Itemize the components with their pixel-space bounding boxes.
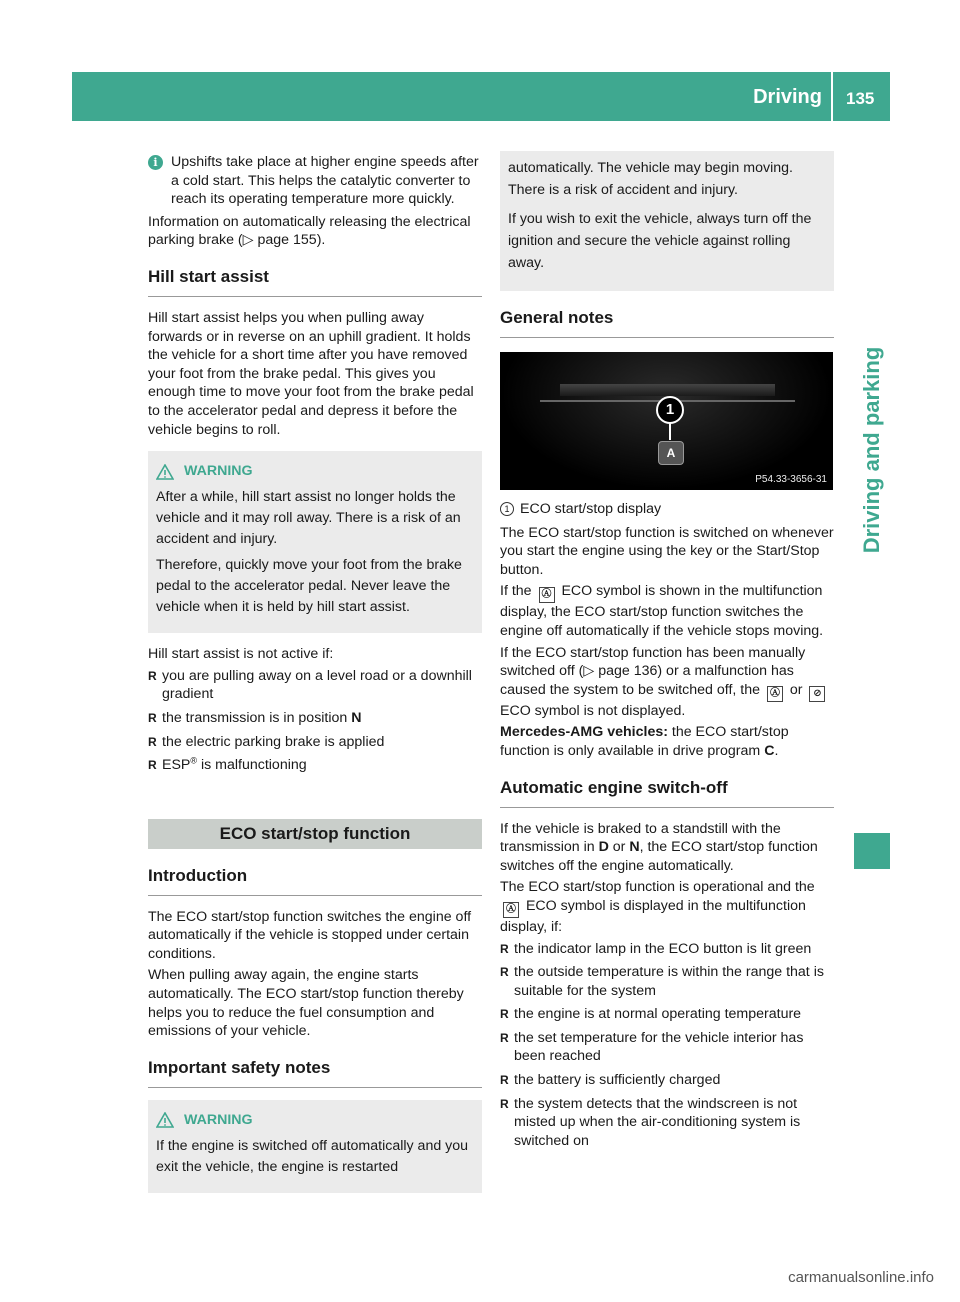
eco-start-stop-icon: Ⓐ	[539, 587, 555, 603]
continuation-p1: automatically. The vehicle may begin moving. There is a risk of accident and injury.	[508, 160, 793, 198]
general-p3-a: If the ECO start/stop function has been manually switched off (	[500, 644, 806, 680]
header-section-title: Driving	[753, 86, 822, 108]
list-item-text: is malfunctioning	[197, 757, 307, 774]
eco-start-stop-icon: Ⓐ	[503, 902, 519, 918]
warning-triangle-icon	[156, 1112, 174, 1128]
page-number: 135	[846, 89, 875, 108]
list-item: R the system detects that the windscreen is not misted up when the air-conditioning system is switched on	[500, 1095, 834, 1151]
warning-box-eco	[148, 1100, 482, 1193]
parking-brake-end: ).	[316, 232, 326, 249]
list-item: R you are pulling away on a level road or a downhill gradient	[148, 667, 482, 704]
registered-mark: ®	[190, 755, 198, 766]
auto-off-p1-or: or	[608, 839, 630, 856]
side-tab-marker	[854, 833, 890, 869]
heading-general-notes: General notes	[500, 307, 834, 338]
warning-title	[156, 461, 474, 482]
general-p4	[500, 723, 834, 760]
list-item: R the battery is sufficiently charged	[500, 1071, 834, 1090]
page-ref-arrow-icon: ▷	[242, 232, 254, 249]
general-p3	[500, 644, 834, 721]
general-p3-b: ) or a malfunction has caused the system to be switched off, the	[500, 663, 794, 698]
header-divider	[831, 72, 833, 121]
auto-off-p1-a: If the vehicle is braked to a standstill with the transmission in	[500, 820, 781, 856]
right-column	[500, 153, 834, 1155]
eco-start-stop-icon: A	[658, 441, 684, 465]
warning-title-text: WARNING	[184, 1111, 253, 1128]
eco-start-stop-icon: Ⓐ	[767, 686, 783, 702]
watermark: carmanualsonline.info	[788, 1269, 934, 1287]
continuation-p2: If you wish to exit the vehicle, always turn off the ignition and secure the vehicle against rolling away.	[508, 211, 812, 271]
side-tab-label: Driving and parking	[859, 346, 884, 554]
general-p2-a: If the	[500, 583, 536, 600]
conditions-list	[500, 940, 834, 1151]
intro-p2: When pulling away again, the engine starts automatically. The ECO start/stop function thereby helps you to reduce the fuel consumption and emissions of your vehicle.	[148, 967, 464, 1040]
list-item: R the outside temperature is within the range that is suitable for the system	[500, 963, 834, 1000]
hill-intro: Hill start assist helps you when pulling away forwards or in reverse on an uphill gradient. It holds the vehicle for a short time after you have removed your foot from the brake pedal. This gives you enough time to move your foot from the brake pedal to the accelerator pedal and depress it before the vehicle begins to roll.	[148, 309, 474, 438]
list-item-text: the transmission is in position	[162, 709, 352, 726]
not-active-list	[148, 667, 482, 775]
page-ref-arrow-icon: ▷	[583, 663, 595, 680]
left-column	[148, 153, 482, 1205]
page-ref-link[interactable]: page 136	[598, 663, 658, 680]
general-p4-text: the ECO start/stop function is only available in drive program	[500, 724, 789, 759]
legend-text: ECO start/stop display	[520, 501, 662, 517]
section-banner-eco: ECO start/stop function	[148, 819, 482, 849]
general-p3-or: or	[785, 681, 807, 698]
figure-code: P54.33-3656-31	[755, 474, 827, 485]
gear-position: N	[629, 839, 640, 856]
warning-triangle-icon	[156, 464, 174, 480]
general-p1: The ECO start/stop function is switched on whenever you start the engine using the key or the Start/Stop button.	[500, 524, 834, 578]
warning-title-text: WARNING	[184, 463, 253, 480]
auto-off-p1-b: , the ECO start/stop function switches off the engine automatically.	[500, 839, 818, 874]
warning-p1: If the engine is switched off automatically and you exit the vehicle, the engine is restarted	[156, 1137, 469, 1175]
general-p2	[500, 582, 834, 640]
general-p3-c: ECO symbol is not displayed.	[500, 702, 686, 719]
info-note-text: Upshifts take place at higher engine speeds after a cold start. This helps the catalytic converter to reach its operating temperature more quickly.	[171, 154, 479, 208]
intro-p1: The ECO start/stop function switches the engine off automatically if the vehicle is stopped under certain conditions.	[148, 908, 472, 962]
gear-position: D	[598, 839, 609, 856]
list-item: R the set temperature for the vehicle interior has been reached	[500, 1029, 834, 1066]
warning-box-continued	[500, 151, 834, 291]
list-item: R the indicator lamp in the ECO button is lit green	[500, 940, 834, 959]
heading-introduction: Introduction	[148, 865, 482, 896]
warning-box-hill	[148, 451, 482, 633]
gear-position: N	[351, 709, 362, 726]
warning-p1: After a while, hill start assist no longer holds the vehicle and it may roll away. There is a risk of an accident and injury.	[156, 489, 461, 548]
not-active-intro: Hill start assist is not active if:	[148, 646, 334, 663]
figure-display-bar	[560, 384, 775, 396]
auto-off-p2-b: ECO symbol is displayed in the multifunction display, if:	[500, 897, 806, 935]
info-icon: i	[148, 155, 163, 170]
side-tab	[854, 290, 890, 610]
list-item: R the engine is at normal operating temperature	[500, 1005, 834, 1024]
amg-label: Mercedes-AMG vehicles:	[500, 724, 668, 741]
figure-callout-line	[669, 422, 671, 440]
parking-brake-text: Information on automatically releasing the electrical parking brake (	[148, 213, 471, 249]
auto-off-p1	[500, 820, 834, 876]
warning-title	[156, 1110, 474, 1131]
list-item	[148, 756, 482, 775]
heading-hill-start-assist: Hill start assist	[148, 266, 482, 297]
auto-off-p2-a: The ECO start/stop function is operational and the	[500, 879, 815, 896]
heading-automatic-switch-off: Automatic engine switch-off	[500, 777, 834, 808]
general-p2-b: ECO symbol is shown in the multifunction display, the ECO start/stop function switches the engine off automatically if the vehicle stops moving.	[500, 583, 824, 639]
legend-number: 1	[500, 502, 514, 516]
list-item	[148, 709, 482, 728]
parking-brake-paragraph	[148, 213, 482, 250]
info-note	[148, 153, 482, 209]
drive-program: C	[764, 742, 775, 759]
figure-callout: 1	[656, 396, 684, 424]
page-ref-link[interactable]: page 155	[257, 232, 317, 249]
list-item-text: ESP	[162, 757, 191, 774]
eco-start-stop-off-icon: ⊘	[809, 686, 825, 702]
warning-p2: Therefore, quickly move your foot from the brake pedal to the accelerator pedal. Never leave the vehicle when it is held by hill start assist.	[156, 557, 462, 616]
eco-display-figure	[500, 352, 833, 490]
general-p4-end: .	[774, 742, 779, 759]
auto-off-p2	[500, 878, 834, 936]
heading-safety-notes: Important safety notes	[148, 1057, 482, 1088]
list-item: R the electric parking brake is applied	[148, 733, 482, 752]
figure-legend	[500, 500, 834, 519]
